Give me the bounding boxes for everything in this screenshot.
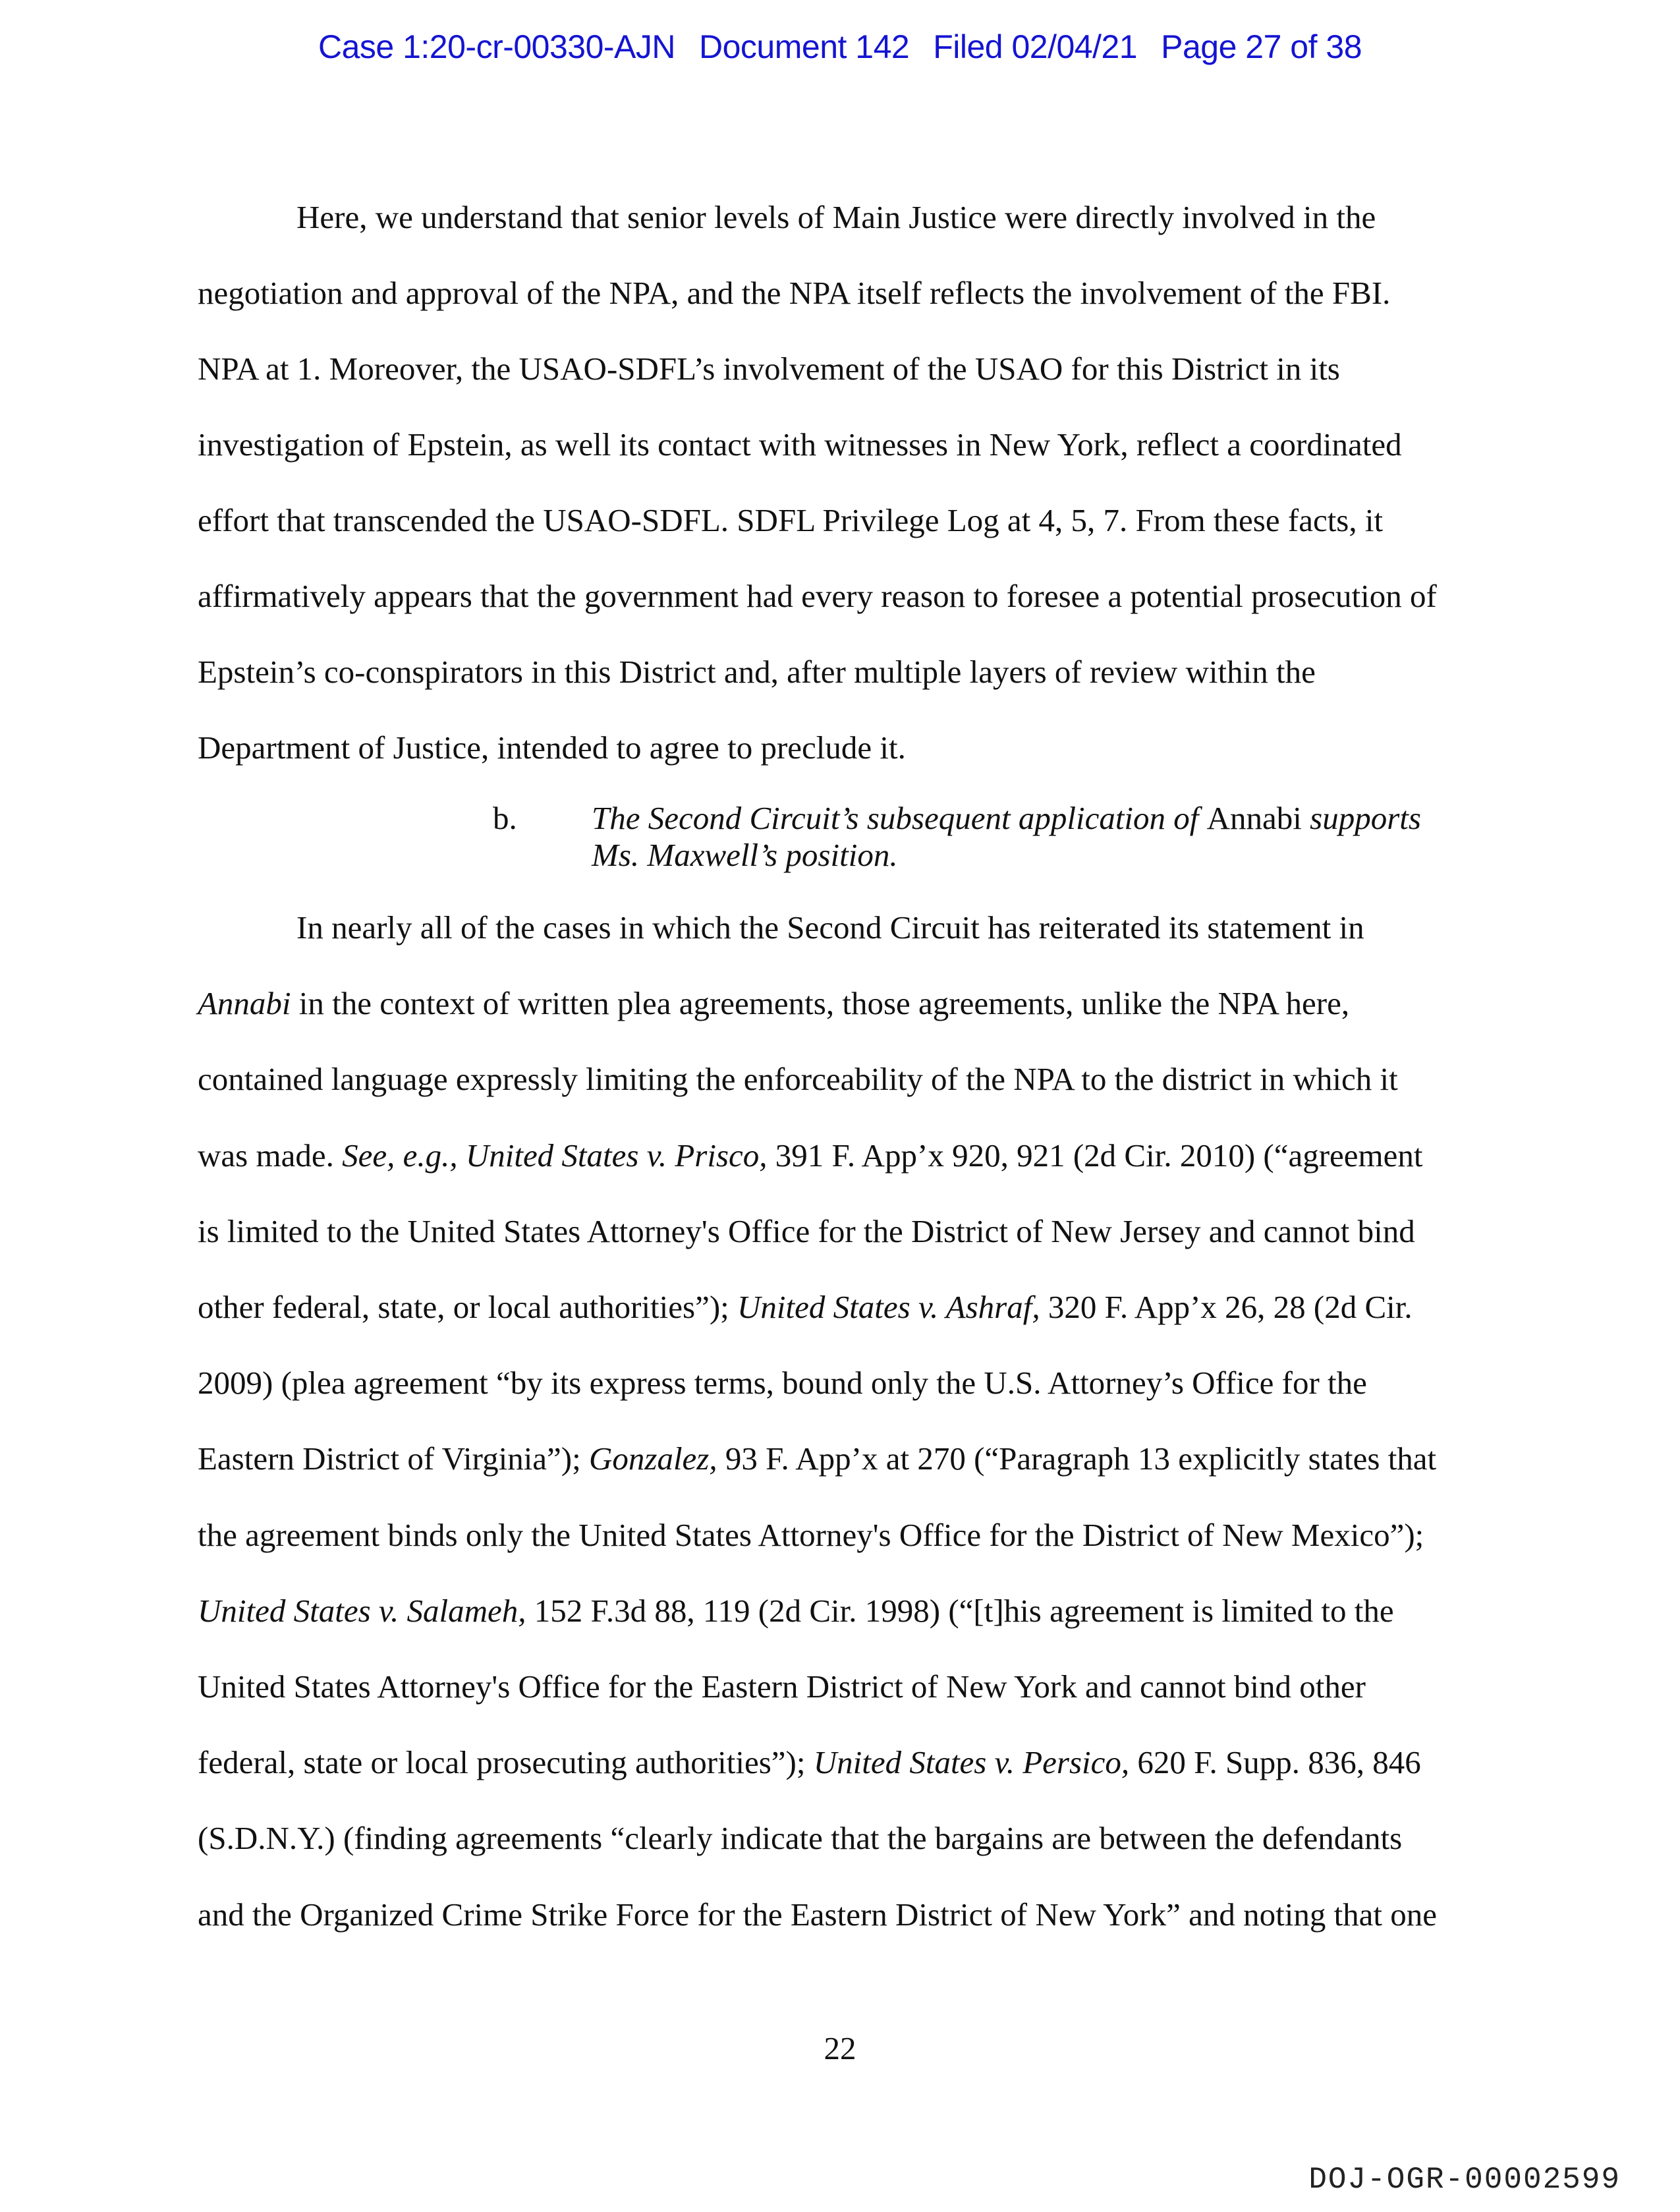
section-heading-line-1 bbox=[592, 799, 1474, 838]
text-line bbox=[198, 1591, 1469, 1631]
text-run: negotiation and approval of the NPA, and the NPA itself reflects the involvement of the FBI. bbox=[198, 275, 1391, 311]
text-line bbox=[198, 349, 1469, 389]
italic-text-run: supports bbox=[1301, 800, 1421, 836]
text-run: 320 F. App’x 26, 28 (2d Cir. bbox=[1040, 1289, 1413, 1325]
text-run: federal, state or local prosecuting authorities”); bbox=[198, 1744, 814, 1781]
text-run: 620 F. Supp. 836, 846 bbox=[1129, 1744, 1421, 1781]
italic-text-run: The Second Circuit’s subsequent application of bbox=[592, 800, 1207, 836]
text-line bbox=[198, 425, 1469, 465]
text-line bbox=[198, 1516, 1469, 1555]
italic-text-run: United States v. Ashraf, bbox=[737, 1289, 1040, 1325]
text-line bbox=[198, 1667, 1469, 1707]
text-line bbox=[198, 652, 1469, 692]
text-line bbox=[296, 908, 1568, 948]
italic-text-run: See, e.g., United States v. Prisco, bbox=[342, 1137, 768, 1174]
text-line bbox=[198, 273, 1469, 313]
text-run: In nearly all of the cases in which the Second Circuit has reiterated its statement in bbox=[296, 909, 1364, 946]
bates-stamp: DOJ-OGR-00002599 bbox=[1308, 2163, 1621, 2197]
text-run: NPA at 1. Moreover, the USAO-SDFL’s involvement of the USAO for this District in its bbox=[198, 351, 1340, 387]
text-line bbox=[198, 1363, 1469, 1403]
text-run: the agreement binds only the United States Attorney's Office for the District of New Mexico”); bbox=[198, 1516, 1424, 1553]
text-line bbox=[296, 198, 1568, 237]
text-line bbox=[198, 1212, 1469, 1251]
text-run: is limited to the United States Attorney's Office for the District of New Jersey and cannot bind bbox=[198, 1212, 1415, 1249]
italic-text-run: United States v. Persico, bbox=[813, 1744, 1130, 1781]
text-run: investigation of Epstein, as well its contact with witnesses in New York, reflect a coordinated bbox=[198, 426, 1402, 463]
text-run: in the context of written plea agreements, those agreements, unlike the NPA here, bbox=[291, 985, 1350, 1022]
document-number: Document 142 bbox=[699, 28, 910, 65]
page-of-total: Page 27 of 38 bbox=[1161, 28, 1362, 65]
text-line bbox=[198, 1819, 1469, 1858]
italic-text-run: Annabi bbox=[198, 985, 291, 1022]
text-run: Here, we understand that senior levels of Main Justice were directly involved in the bbox=[296, 199, 1376, 235]
section-heading-letter: b. bbox=[493, 800, 517, 836]
text-run: other federal, state, or local authorities”); bbox=[198, 1289, 738, 1325]
text-run: 2009) (plea agreement “by its express terms, bound only the U.S. Attorney’s Office for the bbox=[198, 1365, 1367, 1402]
italic-text-run: Gonzalez, bbox=[588, 1440, 717, 1477]
text-line bbox=[198, 1288, 1469, 1327]
text-run: Department of Justice, intended to agree to preclude it. bbox=[198, 729, 906, 766]
text-run: contained language expressly limiting the enforceability of the NPA to the district in which it bbox=[198, 1061, 1398, 1098]
filed-date: Filed 02/04/21 bbox=[933, 28, 1138, 65]
section-heading-line-2 bbox=[592, 836, 1474, 875]
text-run: was made. bbox=[198, 1137, 343, 1174]
text-run: Annabi bbox=[1206, 800, 1302, 836]
text-line bbox=[198, 1439, 1469, 1479]
text-run: and the Organized Crime Strike Force for the Eastern District of New York” and noting that one bbox=[198, 1896, 1438, 1933]
text-run: affirmatively appears that the government had every reason to foresee a potential prosecution of bbox=[198, 578, 1437, 614]
text-run: 152 F.3d 88, 119 (2d Cir. 1998) (“[t]his agreement is limited to the bbox=[526, 1592, 1394, 1629]
text-run: effort that transcended the USAO-SDFL. SDFL Privilege Log at 4, 5, 7. From these facts, it bbox=[198, 502, 1384, 538]
text-line bbox=[198, 577, 1469, 616]
italic-text-run: Ms. Maxwell’s position. bbox=[592, 837, 898, 873]
text-run: 93 F. App’x at 270 (“Paragraph 13 explicitly states that bbox=[717, 1440, 1437, 1477]
text-line bbox=[198, 728, 1469, 768]
text-line bbox=[198, 1743, 1469, 1782]
text-run: (S.D.N.Y.) (finding agreements “clearly indicate that the bargains are between the defendants bbox=[198, 1820, 1403, 1857]
text-line bbox=[198, 984, 1469, 1023]
ecf-filing-header bbox=[0, 28, 1680, 66]
text-run: 391 F. App’x 920, 921 (2d Cir. 2010) (“agreement bbox=[767, 1137, 1423, 1174]
text-run: United States Attorney's Office for the Eastern District of New York and cannot bind other bbox=[198, 1668, 1366, 1705]
text-run: Epstein’s co-conspirators in this District and, after multiple layers of review within the bbox=[198, 654, 1316, 690]
text-line bbox=[198, 1895, 1469, 1935]
text-line bbox=[198, 1060, 1469, 1099]
text-line bbox=[198, 1136, 1469, 1176]
page-number: 22 bbox=[824, 2030, 856, 2066]
italic-text-run: United States v. Salameh, bbox=[198, 1592, 526, 1629]
case-number: Case 1:20-cr-00330-AJN bbox=[318, 28, 676, 65]
text-line bbox=[198, 501, 1469, 540]
text-run: Eastern District of Virginia”); bbox=[198, 1440, 589, 1477]
